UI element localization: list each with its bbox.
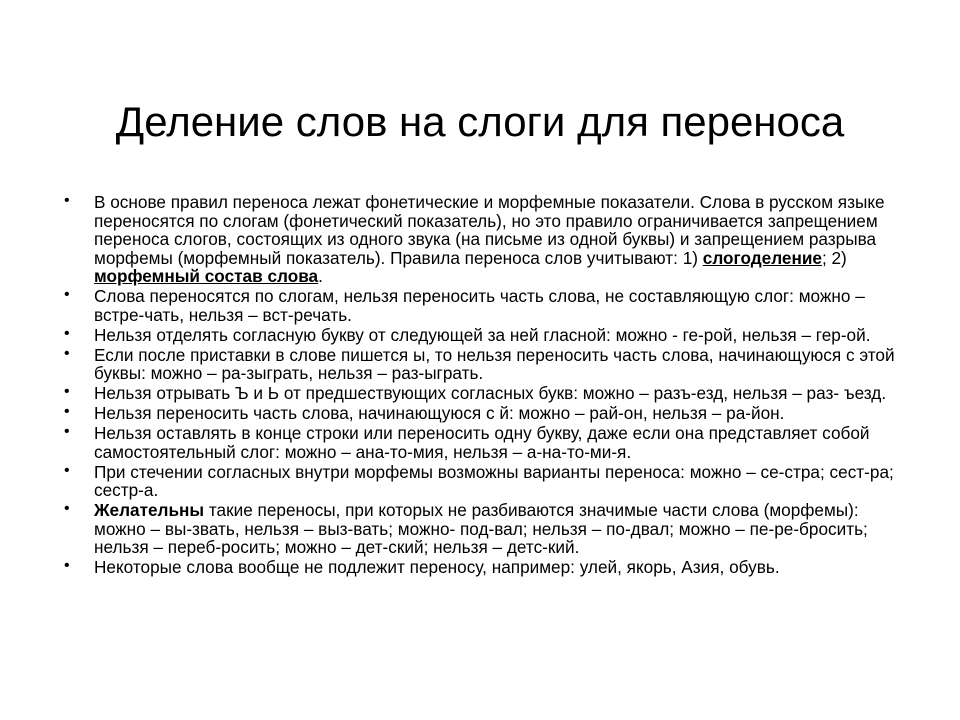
emphasized-text: слогоделение [702,247,822,268]
text-segment: Некоторые слова вообще не подлежит переносу, например: улей, якорь, Азия, обувь. [94,557,780,577]
emphasized-text: Желательны [94,500,205,520]
list-item-text [94,192,885,286]
list-item-text [94,286,865,325]
list-item-text [94,500,868,557]
list-item-text [94,423,870,462]
bullet-icon: • [64,324,70,342]
rules-list [64,193,910,578]
list-item [64,346,910,383]
bullet-icon: • [64,500,70,517]
text-segment: такие переносы, при которых не разбиваются значимые части слова (морфемы): можно – вы-звать, нельзя – выз-вать; можно- под-вал; нельзя – по-двал; можно – пе-ре-бросить; нельзя – переб-росить; можно – дет-ский; нельзя – детс-кий. [94,500,868,557]
list-item-text [94,383,886,403]
list-item-text [94,325,870,345]
text-segment: Слова переносятся по слогам, нельзя переносить часть слова, не составляющую слог: можно – встре-чать, нельзя – вст-речать. [94,286,865,325]
list-item [64,287,910,324]
emphasized-text: морфемный состав слова [94,266,319,286]
text-segment: Нельзя отделять согласную букву от следующей за ней гласной: можно - ге-рой, нельзя – гер-ой. [94,324,871,345]
list-item [64,384,910,403]
list-item-text [94,462,894,501]
bullet-icon: • [64,383,70,400]
text-segment: В основе правил переноса лежат фонетические и морфемные показатели. Слова в русском языке переносятся по слогам (фонетический показатель), но это правило ограничивается запрещением переноса слогов, состоящих из одного звука (на письме из одной буквы) и запрещением разрыва морфемы (морфемный показатель). Правила переноса слов учитывают: 1) [94,192,885,268]
bullet-icon: • [64,403,70,420]
list-item [64,404,910,423]
list-item [64,193,910,286]
text-segment: Если после приставки в слове пишется ы, то нельзя переносить часть слова, начинающуюся с этой буквы: можно – ра-зыграть, нельзя – раз-ыграть. [94,344,895,383]
text-segment: ; 2) [821,247,847,268]
text-segment: Нельзя оставлять в конце строки или переносить одну букву, даже если она представляет собой самостоятельный слог: можно – ана-то-мия, нельзя – а-на-то-ми-я. [94,423,870,462]
bullet-icon: • [64,286,70,303]
text-segment: Нельзя переносить часть слова, начинающуюся с й: можно – рай-он, нельзя – ра-йон. [94,403,785,423]
bullet-icon: • [64,461,70,479]
list-item [64,558,910,577]
list-item [64,424,910,461]
list-item [64,326,910,345]
list-item-text [94,557,780,577]
text-segment: При стечении согласных внутри морфемы возможны варианты переноса: можно – се-стра; сест-ра; сестр-а. [94,461,894,500]
list-item-text [94,403,784,423]
list-item [64,501,910,557]
text-segment: Нельзя отрывать Ъ и Ь от предшествующих согласных букв: можно – разъ-езд, нельзя – раз- ъезд. [94,383,887,403]
bullet-icon: • [64,423,70,440]
bullet-icon: • [64,344,70,362]
slide-title: Деление слов на слоги для переноса [115,98,845,146]
text-segment: . [318,266,323,286]
list-item-text [94,345,895,384]
bullet-icon: • [64,557,70,574]
list-item [64,463,910,500]
bullet-icon: • [64,192,70,209]
